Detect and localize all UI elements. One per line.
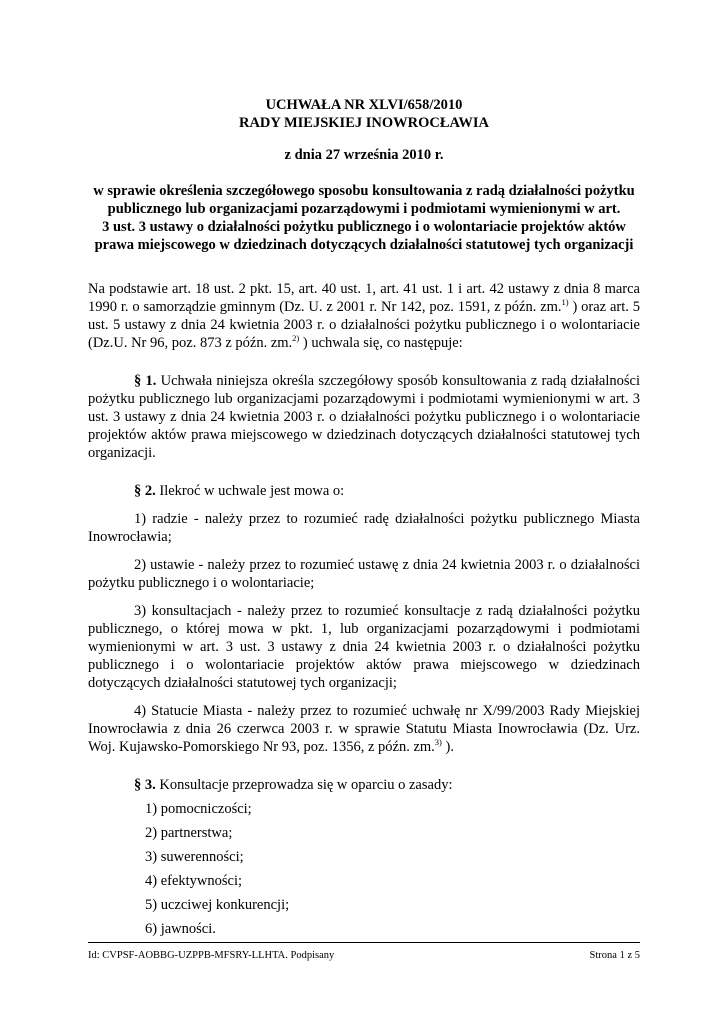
footnote-ref: 3) xyxy=(434,737,442,748)
subject-line: publicznego lub organizacjami pozarządowymi i podmiotami wymienionymi w art. xyxy=(107,201,621,217)
page-number: Strona 1 z 5 xyxy=(589,950,640,961)
definition-item: 1) radzie - należy przez to rozumieć radę działalności pożytku publicznego Miasta Inowrocławia; xyxy=(88,511,640,545)
subject-line: w sprawie określenia szczegółowego sposobu konsultowania z radą działalności pożytku xyxy=(93,183,635,199)
paragraph-1: § 1. Uchwała niniejsza określa szczegółowy sposób konsultowania z radą działalności pożytku publicznego lub organizacjami pozarządowymi i podmiotami wymienionymi w art. 3 ust. 3 ustawy z dnia 24 kwietnia 2003 r. o działalności pożytku publicznego i o wolontariacie projektów aktów prawa miejscowego w dziedzinach dotyczących działalności statutowej tych organizacji. xyxy=(88,373,640,461)
subject-line: prawa miejscowego w dziedzinach dotyczących działalności statutowej tych organizacji xyxy=(94,237,634,253)
footnote-ref: 2) xyxy=(292,333,300,344)
document-page xyxy=(88,96,640,938)
resolution-subject xyxy=(88,182,640,254)
footnote-ref: 1) xyxy=(561,297,569,308)
principle-item: 1) pomocniczości; xyxy=(145,801,252,817)
paragraph-label: § 1. xyxy=(134,373,157,389)
paragraph-label: § 3. xyxy=(134,777,156,793)
resolution-title xyxy=(88,96,640,132)
document-id: Id: CVPSF-AOBBG-UZPPB-MFSRY-LLHTA. Podpisany xyxy=(88,950,335,961)
subject-line: 3 ust. 3 ustawy o działalności pożytku publicznego i o wolontariacie projektów aktów xyxy=(102,219,626,235)
council-name: RADY MIEJSKIEJ INOWROCŁAWIA xyxy=(238,115,490,131)
principle-item: 3) suwerenności; xyxy=(145,849,244,865)
resolution-date: z dnia 27 września 2010 r. xyxy=(284,147,444,163)
principle-item: 2) partnerstwa; xyxy=(145,825,233,841)
footer-divider xyxy=(88,942,640,943)
page-footer xyxy=(88,950,640,961)
paragraph-label: § 2. xyxy=(134,483,156,499)
principle-item: 5) uczciwej konkurencji; xyxy=(145,897,290,913)
definition-item: 3) konsultacjach - należy przez to rozumieć konsultacje z radą działalności pożytku publicznego, o której mowa w pkt. 1, lub organizacjami pozarządowymi i podmiotami wymienionymi w art. 3 ust. 3 ustawy z dnia 24 kwietnia 2003 r. o działalności pożytku publicznego i o wolontariacie projektów aktów prawa miejscowego w dziedzinach dotyczących działalności statutowej tych organizacji; xyxy=(88,603,640,691)
principle-item: 6) jawności. xyxy=(145,921,216,937)
principle-item: 4) efektywności; xyxy=(145,873,243,889)
legal-basis: Na podstawie art. 18 ust. 2 pkt. 15, art. 40 ust. 1, art. 41 ust. 1 i art. 42 ustawy z dnia 8 marca 1990 r. o samorządzie gminnym (Dz. U. z 2001 r. Nr 142, poz. 1591, z późn. zm.$^{1)}$ ) oraz art. 5 ust. 5 ustawy z dnia 24 kwietnia 2003 r. o działalności pożytku publicznego i o wolontariacie (Dz.U. Nr 96, poz. 873 z późn. zm.$^{2)}$ ) uchwala się, co następuje: xyxy=(88,281,640,351)
definition-item: 2) ustawie - należy przez to rozumieć ustawę z dnia 24 kwietnia 2003 r. o działalności pożytku publicznego i o wolontariacie; xyxy=(88,557,640,591)
resolution-number: UCHWAŁA NR XLVI/658/2010 xyxy=(265,97,463,113)
definition-item: 4) Statucie Miasta - należy przez to rozumieć uchwałę nr X/99/2003 Rady Miejskiej Inowrocławia z dnia 26 czerwca 2003 r. w sprawie Statutu Miasta Inowrocławia (Dz. Urz. Woj. Kujawsko-Pomorskiego Nr 93, poz. 1356, z późn. zm.$^{3)}$ ). xyxy=(88,703,640,755)
paragraph-3: § 3. Konsultacje przeprowadza się w oparciu o zasady: xyxy=(134,777,453,793)
paragraph-2: § 2. Ilekroć w uchwale jest mowa o: xyxy=(134,483,345,499)
